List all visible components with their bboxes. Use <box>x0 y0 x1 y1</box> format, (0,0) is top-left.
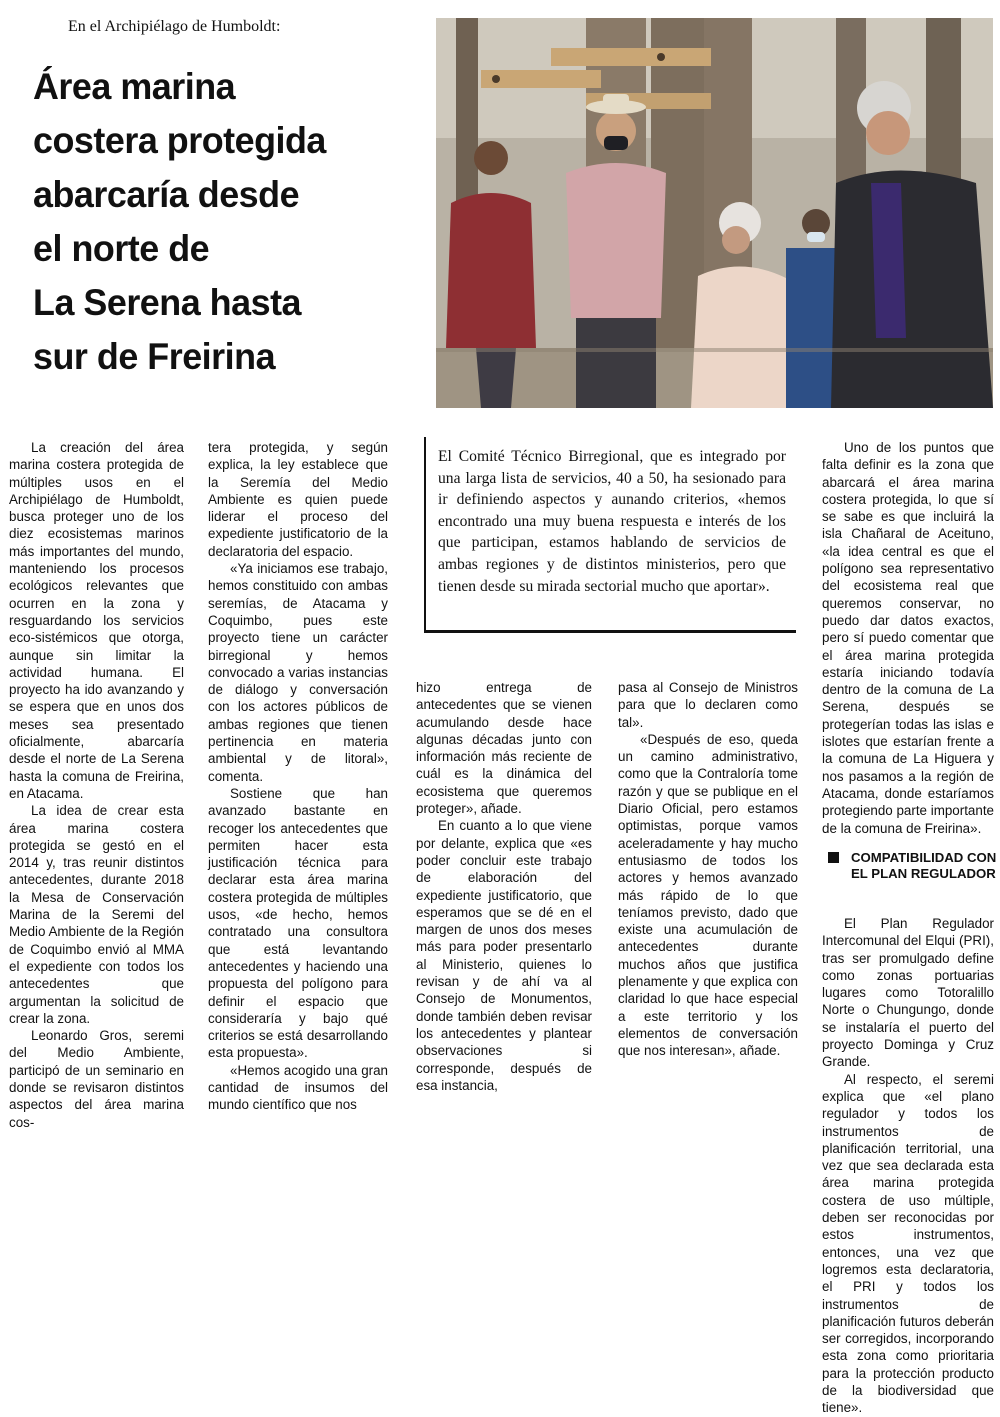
photo-illustration <box>436 18 993 408</box>
article-column-5-continued <box>822 915 994 1417</box>
article-column-4 <box>618 679 798 1060</box>
headline-line: el norte de <box>33 228 210 269</box>
pull-quote: El Comité Técnico Birregional, que es integrado por una larga lista de servicios, 40 a 50, ha sesionado para ir definiendo aspectos y aunando criterios, «hemos encontrado una muy buena respuesta e interés de los que participan, estamos hablando de servicios de ambas regiones y de distintos ministerios, pero que tienen desde su mirada sectorial mucho que aportar». <box>424 437 796 633</box>
square-bullet-icon <box>828 852 839 863</box>
article-column-3 <box>416 679 592 1094</box>
paragraph: La creación del área marina costera protegida de múltiples usos en el Archipiélago de Humboldt, busca proteger uno de los diez ecosistemas marinos más importantes del mundo, manteniendo los procesos ecológicos relevantes que ocurren en la zona y resguardando los servicios eco-sistémicos que otorga, aunque sin limitar la actividad humana. El proyecto ha ido avanzando y se espera que en unos dos meses sea presentado oficialmente, abarcaría desde el norte de La Serena hasta la comuna de Freirina, en Atacama. <box>9 440 184 801</box>
paragraph: Sostiene que han avanzado bastante en recoger los antecedentes que permiten hacer esta justificación técnica para declarar esta área marina costera protegida de múltiples usos, «de hecho, hemos contratado una consultora que está levantando antecedentes y haciendo una propuesta del polígono para definir el espacio que consideraría y bajo qué criterios se está desarrollando esta propuesta». <box>208 785 388 1061</box>
paragraph: Al respecto, el seremi explica que «el plano regulador y todos los instrumentos de planificación territorial, una vez que sea declarada esta área marina protegida costera de uso múltiple, deben ser reconocidas por estos instrumentos, entonces, una vez que logremos esta declaratoria, el PRI y todos los instrumentos de planificación futuros deberán ser corregidos, incorporando esta zona como prioritaria para la protección producto de la biodiversidad que tiene». <box>822 1071 994 1416</box>
paragraph: La idea de crear esta área marina costera protegida se gestó en el 2014 y, tras reunir distintos antecedentes, durante 2018 la Mesa de Conservación Marina de la Seremi del Medio Ambiente de la Región de Coquimbo envió al MMA el expediente con todos los antecedentes que argumentan la solicitud de crear la zona. <box>9 803 184 1026</box>
article-column-1 <box>9 439 184 1131</box>
paragraph: Leonardo Gros, seremi del Medio Ambiente, participó de un seminario en donde se revisaron distintos aspectos del área marina cos- <box>9 1028 184 1130</box>
paragraph: En cuanto a lo que viene por delante, explica que «es poder concluir este trabajo de elaboración del expediente justificatorio, que esperamos que se dé en el margen de unos dos meses más para poder presentarlo al Ministerio, quienes lo revisan y de ahí va al Consejo de Monumentos, donde también deben revisar los antecedentes y plantear observaciones si corresponde, después de esa instancia, <box>416 818 592 1093</box>
headline-line: Área marina <box>33 66 236 107</box>
paragraph: El Plan Regulador Intercomunal del Elqui (PRI), tras ser promulgado define como zonas portuarias lugares como Totoralillo Norte o Chungungo, donde se instalaría el puerto del proyecto Dominga y Cruz Grande. <box>822 916 994 1070</box>
article-column-5 <box>822 439 994 837</box>
paragraph: Uno de los puntos que falta definir es la zona que abarcará el área marina costera protegida, lo que sí se sabe es que incluirá la isla Chañaral de Aceituno, «la idea central es que el polígono sea representativo del ecosistema real que queremos conservar, no puedo dar datos exactos, pero sí puedo comentar que el área marina protegida estaría iniciando todavía dentro de la comuna de La Serena, después se protegerían todas las islas e islotes que estarían frente a la comuna de La Higuera y nos pasamos a la región de Atacama, donde estaríamos protegiendo parte importante de la comuna de Freirina». <box>822 440 994 836</box>
headline-line: sur de Freirina <box>33 336 276 377</box>
article-column-2 <box>208 439 388 1114</box>
news-photo <box>436 18 993 408</box>
paragraph: «Después de eso, queda un camino administrativo, como que la Contraloría tome razón y que se publique en el Diario Oficial, pero estamos optimistas, porque vamos aceleradamente y hay mucho entusiasmo de todos los actores y hemos avanzado más rápido de lo que teníamos previsto, dado que existe una acumulación de antecedentes durante muchos años que justifica plenamente y que explica con claridad lo que hace especial a este territorio y los elementos de conversación que nos interesan», añade. <box>618 731 798 1059</box>
paragraph: «Ya iniciamos ese trabajo, hemos constituido con ambas seremías, de Atacama y Coquimbo, pues este proyecto tiene un carácter birregional y hemos convocado a varias instancias de diálogo y conversación con los actores públicos de ambas regiones que tienen pertinencia en materia ambiental y de litoral», comenta. <box>208 561 388 784</box>
headline-line: La Serena hasta <box>33 282 302 323</box>
subheading-text: COMPATIBILIDAD CON EL PLAN REGULADOR <box>851 850 997 881</box>
headline-line: abarcaría desde <box>33 174 300 215</box>
paragraph: pasa al Consejo de Ministros para que lo declaren como tal». <box>618 680 798 730</box>
paragraph: «Hemos acogido una gran cantidad de insumos del mundo científico que nos <box>208 1062 388 1113</box>
headline-line: costera protegida <box>33 120 326 161</box>
paragraph: tera protegida, y según explica, la ley establece que la Seremía del Medio Ambiente es quien puede liderar el proceso del expediente justificatorio de la declaratoria del espacio. <box>208 440 388 559</box>
kicker: En el Archipiélago de Humboldt: <box>68 18 281 35</box>
section-subheading <box>828 850 998 882</box>
paragraph: hizo entrega de antecedentes que se vienen acumulando desde hace algunas décadas junto con información más reciente de cuál es la dinámica del ecosistema que queremos proteger», añade. <box>416 680 592 817</box>
headline <box>33 60 416 384</box>
